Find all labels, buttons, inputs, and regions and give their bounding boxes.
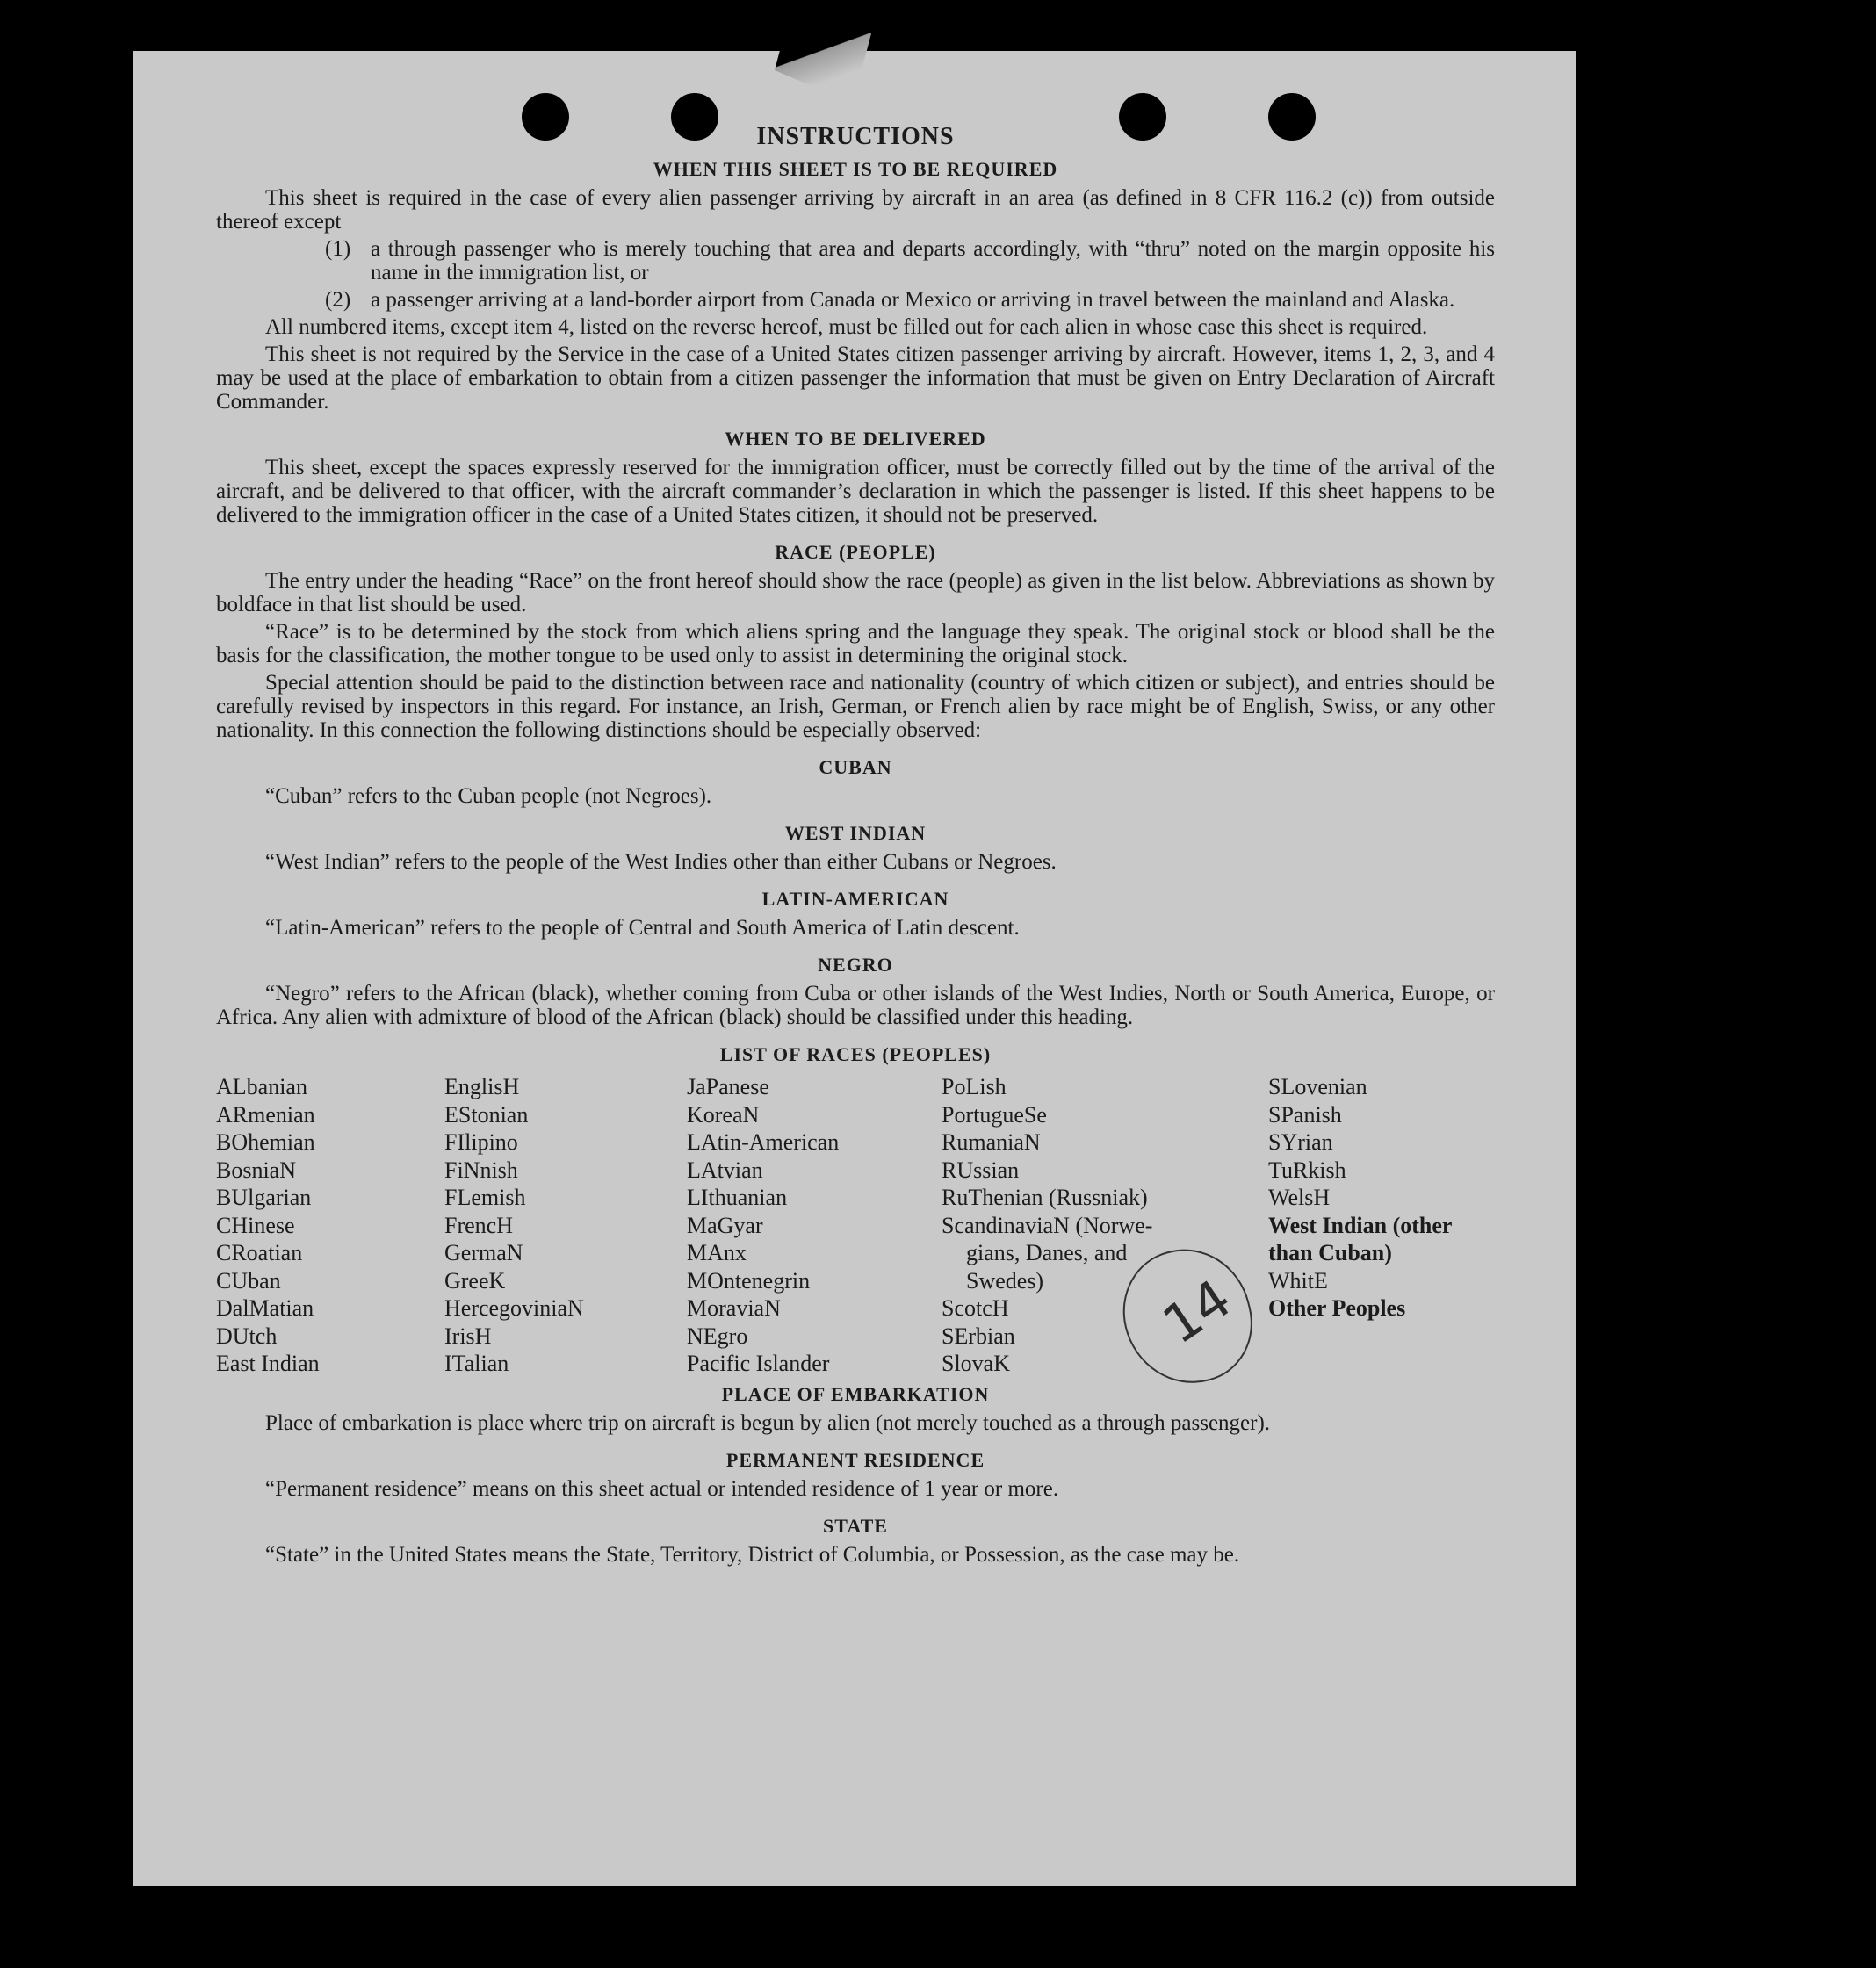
race-entry: JaPanese (687, 1074, 769, 1099)
heading-when-delivered: WHEN TO BE DELIVERED (725, 428, 986, 450)
race-entry: ARmenian (216, 1101, 315, 1128)
race-entry: FiNnish (444, 1157, 518, 1183)
race-entry: LAtin-American (687, 1129, 840, 1155)
race-entry: SlovaK (942, 1351, 1010, 1376)
heading-when-required: WHEN THIS SHEET IS TO BE REQUIRED (653, 158, 1058, 180)
paragraph-required-intro: This sheet is required in the case of every alien passenger arriving by aircraft in an area (as defined in 8 CFR 116.2 (c)) from outside thereof except (216, 186, 1495, 234)
races-column-4 (942, 1073, 1268, 1378)
races-column-1 (216, 1073, 444, 1378)
race-entry: BOhemian (216, 1129, 315, 1155)
race-entry: ScotcH (942, 1295, 1009, 1321)
race-entry: GreeK (444, 1267, 506, 1294)
races-column-3 (687, 1073, 942, 1378)
race-entry: Pacific Islander (687, 1351, 830, 1376)
race-entry: FrencH (444, 1212, 513, 1238)
race-entry: ITalian (444, 1351, 509, 1376)
race-entry: HercegoviniaN (444, 1295, 584, 1321)
heading-embarkation: PLACE OF EMBARKATION (721, 1382, 990, 1405)
paragraph-numbered-items: All numbered items, except item 4, listed on the reverse hereof, must be filled out for each alien in whose case this sheet is required. (265, 315, 1428, 339)
race-entry: SLovenian (1268, 1074, 1367, 1099)
paragraph-west-indian: “West Indian” refers to the people of the West Indies other than either Cubans or Negroes. (265, 850, 1057, 874)
item-number: (1) (325, 237, 351, 261)
instructions-content (216, 123, 1495, 1570)
race-entry: MaGyar (687, 1212, 763, 1238)
paragraph-residence: “Permanent residence” means on this sheet actual or intended residence of 1 year or more. (265, 1476, 1059, 1501)
race-entry: MOntenegrin (687, 1267, 811, 1294)
race-entry: PoLish (942, 1074, 1007, 1099)
race-entry: KoreaN (687, 1101, 760, 1128)
race-entry: RuThenian (Russniak) (942, 1185, 1148, 1210)
race-entry: TuRkish (1268, 1157, 1346, 1183)
race-entry: LIthuanian (687, 1185, 788, 1210)
heading-residence: PERMANENT RESIDENCE (725, 1448, 985, 1471)
race-entry: West Indian (other (1268, 1212, 1453, 1238)
race-entry: ScandinaviaN (Norwe- (942, 1212, 1153, 1238)
race-entry: Other Peoples (1268, 1295, 1406, 1321)
item-text: a passenger arriving at a land-border airport from Canada or Mexico or arriving in travel between the mainland and Alaska. (371, 288, 1455, 312)
heading-state: STATE (823, 1514, 888, 1537)
race-entry: NEgro (687, 1323, 748, 1349)
heading-list-of-races: LIST OF RACES (PEOPLES) (719, 1043, 992, 1065)
race-entry: CUban (216, 1267, 281, 1294)
race-entry: WhitE (1268, 1267, 1328, 1294)
race-entry: MoraviaN (687, 1295, 781, 1321)
race-entry: SPanish (1268, 1101, 1342, 1128)
race-entry: RUssian (942, 1157, 1020, 1183)
paragraph-citizen: This sheet is not required by the Service in the case of a United States citizen passenger arriving by aircraft. However, items 1, 2, 3, and 4 may be used at the place of embarkation to obtain from a citizen passenger the information that must be given on Entry Declaration of Aircraft Commander. (216, 342, 1495, 414)
paragraph-negro: “Negro” refers to the African (black), whether coming from Cuba or other islands of the West Indies, North or South America, Europe, or Africa. Any alien with admixture of blood of the African (black) should be classified under this heading. (216, 982, 1495, 1029)
races-column-5 (1268, 1073, 1495, 1378)
races-list (216, 1073, 1495, 1378)
race-entry: than Cuban) (1268, 1240, 1392, 1265)
race-entry: DUtch (216, 1323, 278, 1349)
paragraph-latin-american: “Latin-American” refers to the people of Central and South America of Latin descent. (265, 916, 1020, 940)
document-sheet (133, 51, 1576, 1886)
paragraph-embarkation: Place of embarkation is place where trip on aircraft is begun by alien (not merely touched as a through passenger). (265, 1410, 1271, 1435)
race-entry: CHinese (216, 1212, 295, 1238)
paragraph-race-1: The entry under the heading “Race” on the front hereof should show the race (people) as given in the list below. Abbreviations as shown by boldface in that list should be used. (216, 569, 1495, 616)
paragraph-state: “State” in the United States means the State, Territory, District of Columbia, or Possession, as the case may be. (265, 1542, 1240, 1567)
list-item (325, 288, 1495, 312)
heading-cuban: CUBAN (819, 756, 892, 778)
paragraph-race-2: “Race” is to be determined by the stock from which aliens spring and the language they speak. The original stock or blood shall be the basis for the classification, the mother tongue to be used only to assist in determining the original stock. (216, 620, 1495, 667)
race-entry: SYrian (1268, 1129, 1333, 1155)
race-entry: SErbian (942, 1323, 1015, 1349)
list-item (325, 237, 1495, 285)
race-entry: IrisH (444, 1323, 492, 1349)
paragraph-cuban: “Cuban” refers to the Cuban people (not Negroes). (265, 784, 712, 808)
page-title: INSTRUCTIONS (756, 123, 955, 150)
race-entry: LAtvian (687, 1157, 763, 1183)
race-entry: East Indian (216, 1351, 320, 1376)
race-entry: FLemish (444, 1185, 526, 1210)
heading-race: RACE (PEOPLE) (775, 541, 936, 563)
race-entry: GermaN (444, 1240, 523, 1265)
race-entry: WelsH (1268, 1185, 1331, 1210)
race-entry: FIlipino (444, 1129, 518, 1155)
race-entry: EnglisH (444, 1074, 520, 1099)
race-entry: ALbanian (216, 1074, 307, 1099)
race-entry-continuation: Swedes) (966, 1267, 1044, 1294)
heading-negro: NEGRO (818, 954, 893, 976)
heading-latin-american: LATIN-AMERICAN (761, 888, 949, 910)
race-entry: EStonian (444, 1101, 529, 1128)
paragraph-race-3: Special attention should be paid to the distinction between race and nationality (country of which citizen or subject), and entries should be carefully revised by inspectors in this regard. For instance, an Irish, German, or French alien by race might be of English, Swiss, or any other nationality. In this connection the following distinctions should be especially observed: (216, 671, 1495, 742)
race-entry: CRoatian (216, 1240, 303, 1265)
race-entry-continuation: gians, Danes, and (966, 1240, 1128, 1265)
item-number: (2) (325, 288, 351, 312)
torn-paper-corner (775, 33, 871, 95)
race-entry: MAnx (687, 1240, 747, 1265)
races-column-2 (444, 1073, 687, 1378)
race-entry: BUlgarian (216, 1185, 312, 1210)
race-entry: DalMatian (216, 1295, 314, 1321)
paragraph-delivered: This sheet, except the spaces expressly reserved for the immigration officer, must be correctly filled out by the time of the arrival of the aircraft, and be delivered to that officer, with the aircraft commander’s declaration in which the passenger is listed. If this sheet happens to be delivered to the immigration officer in the case of a United States citizen, it should not be preserved. (216, 456, 1495, 527)
race-entry: BosniaN (216, 1157, 296, 1183)
handwritten-number: 14 (1152, 1267, 1243, 1357)
race-entry: RumaniaN (942, 1129, 1041, 1155)
heading-west-indian: WEST INDIAN (784, 822, 927, 844)
race-entry: PortugueSe (942, 1101, 1047, 1128)
item-text: a through passenger who is merely touching that area and departs accordingly, with “thru” noted on the margin opposite his name in the immigration list, or (371, 237, 1495, 285)
